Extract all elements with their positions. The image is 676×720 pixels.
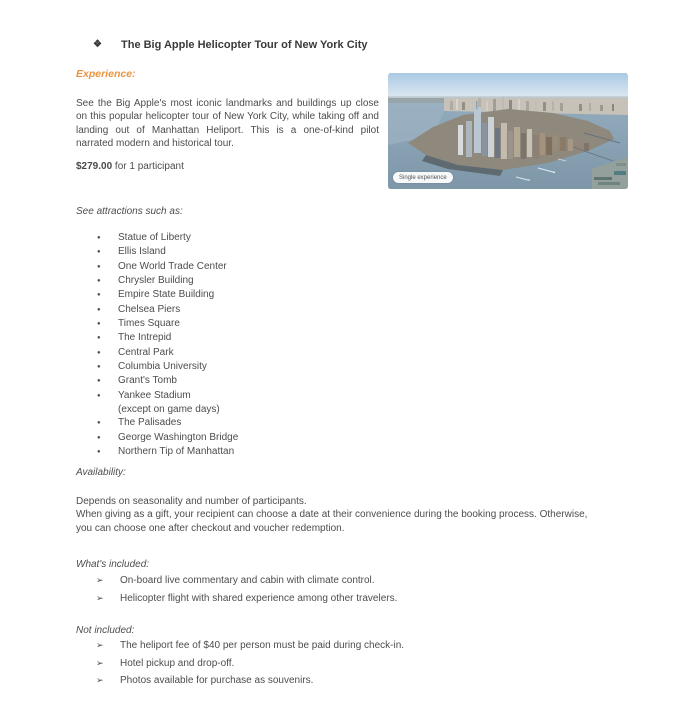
not-included-item-text: Hotel pickup and drop-off. <box>120 657 235 669</box>
included-item <box>94 592 397 605</box>
arrow-bullet-icon: ➢ <box>96 640 104 650</box>
not-included-item <box>94 674 404 687</box>
attraction-label: The Palisades <box>118 417 182 429</box>
attraction-item <box>97 288 238 302</box>
photo-badge: Single experience <box>393 172 453 183</box>
attractions-list <box>97 231 238 460</box>
attraction-label: Grant's Tomb <box>118 375 177 387</box>
attraction-item <box>97 274 238 288</box>
attraction-label: Northern Tip of Manhattan <box>118 446 235 458</box>
arrow-bullet-icon: ➢ <box>96 657 104 668</box>
availability-heading: Availability: <box>76 467 126 478</box>
not-included-heading: Not included: <box>76 625 135 636</box>
tour-description: See the Big Apple's most iconic landmarks and buildings up close on this popular helicopter tour of New York City, while taking off and landing out of Manhattan Heliport. This is a one-of-kind pilot narrated modern and historical tour. <box>76 98 379 150</box>
not-included-item <box>94 657 404 670</box>
attraction-item <box>97 445 238 459</box>
included-list <box>94 574 397 609</box>
dot-bullet-icon: ● <box>97 263 101 270</box>
attraction-label: George Washington Bridge <box>118 431 239 443</box>
arrow-bullet-icon: ➢ <box>96 592 104 603</box>
dot-bullet-icon: ● <box>97 349 101 356</box>
tour-title-row <box>93 39 368 51</box>
tour-title: The Big Apple Helicopter Tour of New York City <box>121 39 368 51</box>
attraction-label: Columbia University <box>118 361 207 373</box>
attraction-label: Central Park <box>118 346 174 358</box>
attraction-item <box>97 416 238 430</box>
attraction-item <box>97 431 238 445</box>
included-item <box>94 574 397 587</box>
not-included-item-text: Photos available for purchase as souvenirs. <box>120 675 314 686</box>
attraction-label: Times Square <box>118 318 180 330</box>
dot-bullet-icon: ● <box>97 392 101 399</box>
availability-line: Depends on seasonality and number of participants. <box>76 496 307 507</box>
attraction-note: (except on game days) <box>118 404 220 416</box>
included-item-text: On-board live commentary and cabin with climate control. <box>120 575 375 586</box>
attraction-item <box>97 317 238 331</box>
price-line <box>76 161 184 172</box>
dot-bullet-icon: ● <box>97 420 101 427</box>
arrow-bullet-icon: ➢ <box>96 675 104 685</box>
included-item-text: Helicopter flight with shared experience among other travelers. <box>120 592 398 604</box>
attraction-label: Ellis Island <box>118 246 166 258</box>
dot-bullet-icon: ● <box>97 235 101 241</box>
tour-photo <box>388 73 628 189</box>
dot-bullet-icon: ● <box>97 292 101 299</box>
price-amount: $279.00 <box>76 161 113 172</box>
arrow-bullet-icon: ➢ <box>96 575 104 585</box>
dot-bullet-icon: ● <box>97 364 101 371</box>
attraction-item <box>97 260 238 274</box>
experience-heading: Experience: <box>76 68 136 80</box>
dot-bullet-icon: ● <box>97 249 101 256</box>
dot-bullet-icon: ● <box>97 278 101 285</box>
attraction-item <box>97 346 238 360</box>
dot-bullet-icon: ● <box>97 321 101 328</box>
dot-bullet-icon: ● <box>97 449 101 456</box>
availability-line: When giving as a gift, your recipient can choose a date at their convenience during the booking process. Otherwise, you can choose one after checkout and voucher redemption. <box>76 509 588 534</box>
attraction-label: The Intrepid <box>118 332 172 344</box>
dot-bullet-icon: ● <box>97 306 101 313</box>
attraction-item <box>97 331 238 345</box>
attraction-label: Chrysler Building <box>118 275 194 287</box>
attractions-heading: See attractions such as: <box>76 206 183 217</box>
attraction-label: Chelsea Piers <box>118 303 181 315</box>
not-included-item <box>94 639 404 652</box>
included-heading: What's included: <box>76 559 150 570</box>
dot-bullet-icon: ● <box>97 378 101 385</box>
attraction-item <box>97 374 238 388</box>
attraction-item <box>97 360 238 374</box>
attraction-label: Statue of Liberty <box>118 232 191 243</box>
attraction-label: Empire State Building <box>118 289 215 301</box>
not-included-list <box>94 639 404 692</box>
availability-text <box>76 495 596 535</box>
price-suffix: for 1 participant <box>112 161 184 172</box>
attraction-item <box>97 245 238 259</box>
attraction-item <box>97 231 238 245</box>
not-included-item-text: The heliport fee of $40 per person must be paid during check-in. <box>120 640 405 651</box>
diamond-bullet-icon: ❖ <box>93 39 102 50</box>
dot-bullet-icon: ● <box>97 434 101 441</box>
dot-bullet-icon: ● <box>97 335 101 342</box>
attraction-label: One World Trade Center <box>118 260 227 272</box>
attraction-item <box>97 303 238 317</box>
attraction-item <box>97 389 238 417</box>
attraction-label: Yankee Stadium <box>118 389 191 401</box>
